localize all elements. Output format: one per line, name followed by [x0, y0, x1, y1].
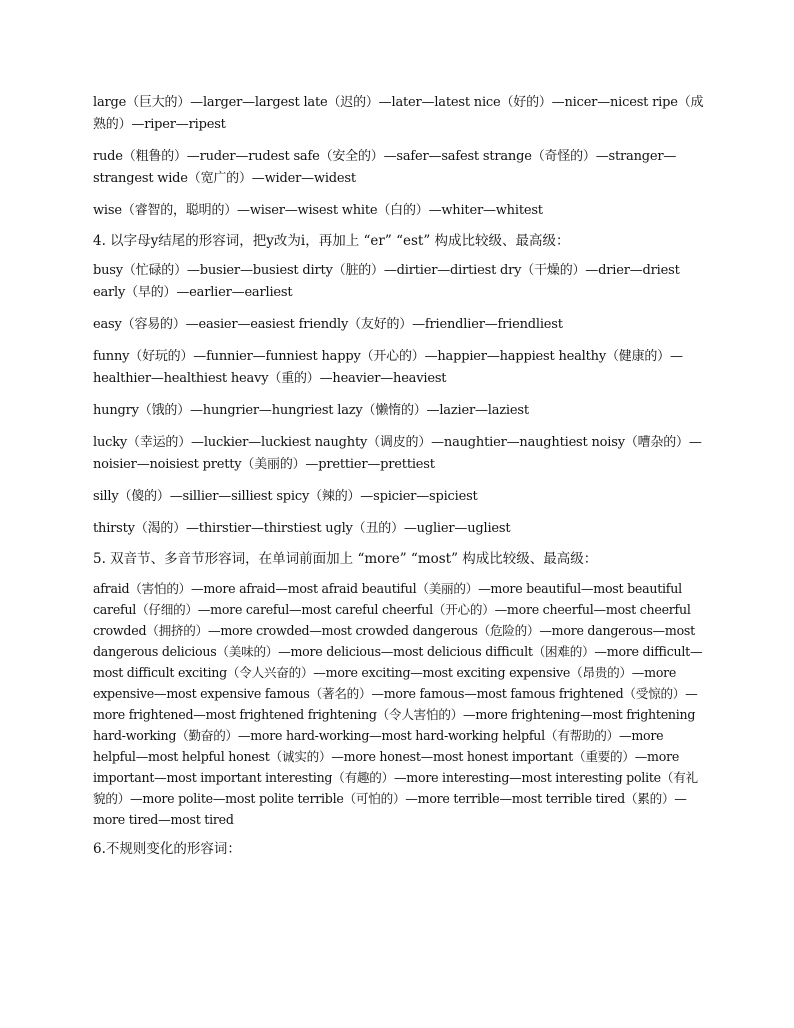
paragraph-y-ending-5: lucky（幸运的）—luckier—luckiest naughty（调皮的）—naughtier—naughtiest noisy（嘈杂的）—noisier—noisiest pretty（美丽的）—prettier—prettiest: [93, 435, 702, 472]
section-heading-6: 6.不规则变化的形容词：: [93, 841, 241, 857]
paragraph-y-ending-4: hungry（饿的）—hungrier—hungriest lazy（懒惰的）—lazier—laziest: [93, 403, 529, 418]
paragraph-multisyllable: afraid（害怕的）—more afraid—most afraid beautiful（美丽的）—more beautiful—most beautiful careful（仔细的）—more careful—most careful cheerful（开心的）—more cheerful—most cheerful crowded（拥挤的）—more crowded—most crowded dangerous（危险的）—more dangerous—most dangerous delicious（美味的）—more delicious—most delicious difficult（困难的）—more difficult—most difficult exciting（令人兴奋的）—more exciting—most exciting expensive（昂贵的）—more expensive—most expensive famous（著名的）—more famous—most famous frightened（受惊的）—more frightened—most frightened frightening（令人害怕的）—more frightening—most frightening hard-working（勤奋的）—more hard-working—most hard-working helpful（有帮助的）—more helpful—most helpful honest（诚实的）—more honest—most honest important（重要的）—more important—most important interesting（有趣的）—more interesting—most interesting polite（有礼貌的）—more polite—most polite terrible（可怕的）—more terrible—most terrible tired（累的）—more tired—most tired: [93, 581, 703, 827]
section-heading-5: 5. 双音节、多音节形容词，在单词前面加上 “more” “most” 构成比较级、最高级：: [93, 551, 598, 567]
paragraph-y-ending-7: thirsty（渴的）—thirstier—thirstiest ugly（丑的）—uglier—ugliest: [93, 521, 511, 536]
paragraph-y-ending-1: busy（忙碌的）—busier—busiest dirty（脏的）—dirtier—dirtiest dry（干燥的）—drier—driest early（早的）—earlier—earliest: [93, 263, 680, 300]
paragraph-adjectives-e-ending-2: rude（粗鲁的）—ruder—rudest safe（安全的）—safer—safest strange（奇怪的）—stranger—strangest wide（宽广的）—wider—widest: [93, 149, 677, 186]
document-page: [93, 92, 705, 860]
paragraph-adjectives-e-ending-1: large（巨大的）—larger—largest late（迟的）—later—latest nice（好的）—nicer—nicest ripe（成熟的）—riper—ripest: [93, 95, 704, 132]
paragraph-adjectives-e-ending-3: wise（睿智的，聪明的）—wiser—wisest white（白的）—whiter—whitest: [93, 203, 543, 218]
paragraph-y-ending-6: silly（傻的）—sillier—silliest spicy（辣的）—spicier—spiciest: [93, 489, 478, 504]
paragraph-y-ending-2: easy（容易的）—easier—easiest friendly（友好的）—friendlier—friendliest: [93, 317, 563, 332]
paragraph-y-ending-3: funny（好玩的）—funnier—funniest happy（开心的）—happier—happiest healthy（健康的）—healthier—healthiest heavy（重的）—heavier—heaviest: [93, 349, 683, 386]
section-heading-4: 4. 以字母y结尾的形容词，把y改为i，再加上 “er” “est” 构成比较级、最高级：: [93, 233, 570, 249]
